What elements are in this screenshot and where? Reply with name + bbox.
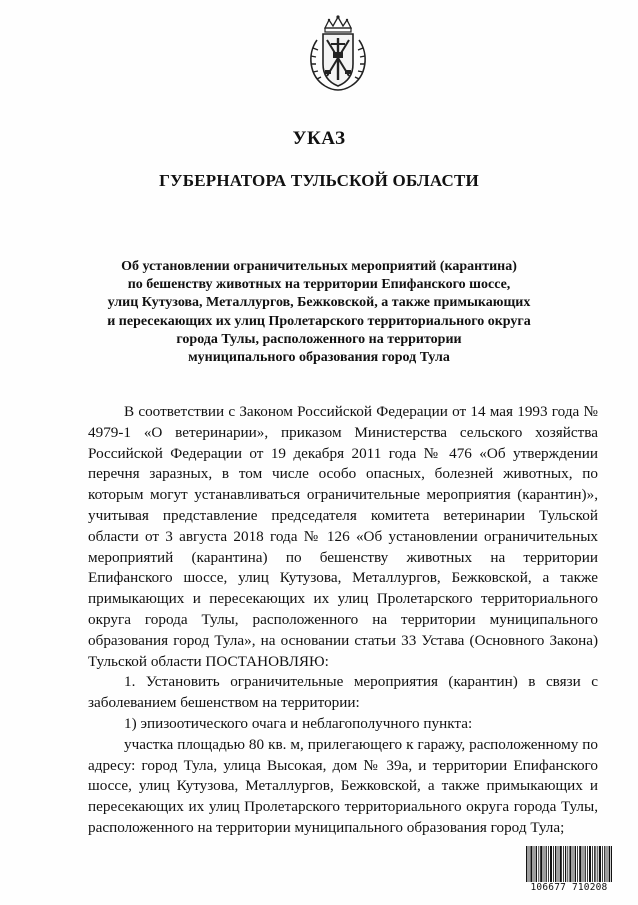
item-1-1-heading: 1) эпизоотического очага и неблагополучного пункта: [124,714,473,732]
tula-coat-of-arms-icon [303,14,373,94]
document-issuer: ГУБЕРНАТОРА ТУЛЬСКОЙ ОБЛАСТИ [159,171,479,190]
item-1-1-paragraph: участка площадью 80 кв. м, прилегающего к гаражу, расположенному по адресу: город Тула, улица Высокая, дом № 39а, и территории Епифанского шоссе, улиц Кутузова, Металлургов, Бежковской, а также примыкающих и пересекающих их улиц Пролетарского территориального округа города Тулы, расположенного на территории муниципального образования город Тула; [88,735,598,836]
title-line: улиц Кутузова, Металлургов, Бежковской, а также примыкающих [107,295,531,311]
title-line: города Тулы, расположенного на территории [176,331,462,347]
barcode [522,846,616,896]
barcode-bars [526,846,612,882]
preamble-paragraph: В соответствии с Законом Российской Федерации от 14 мая 1993 года № 4979-1 «О ветеринарии», приказом Министерства сельского хозяйства Российской Федерации от 19 декабря 2011 года № 476 «Об утверждении перечня заразных, в том числе особо опасных, болезней животных, по которым могут устанавливаться ограничительные мероприятия (карантин)», учитывая представление председателя комитета ветеринарии Тульской области от 3 августа 2018 года № 126 «Об установлении ограничительных мероприятий (карантина) по бешенству животных на территории Епифанского шоссе, улиц Кутузова, Металлургов, Бежковской, а также примыкающих и пересекающих их улиц Пролетарского территориального округа города Тулы, расположенного на территории муниципального образования город Тула», на основании статьи 33 Устава (Основного Закона) Тульской области ПОСТАНОВЛЯЮ: [88,403,598,670]
title-line: и пересекающих их улиц Пролетарского территориального округа [107,313,531,329]
barcode-number: 106677 710208 [530,882,608,893]
title-line: Об установлении ограничительных мероприятий (карантина) [121,259,517,274]
document-body [88,402,598,839]
title-line: по бешенству животных на территории Епифанского шоссе, [127,277,511,293]
title-line: муниципального образования город Тула [188,350,450,366]
item-1-paragraph: 1. Установить ограничительные мероприятия (карантин) в связи с заболеванием бешенством на территории: [88,673,598,712]
document-title [60,258,578,367]
document-type: УКАЗ [292,128,346,149]
